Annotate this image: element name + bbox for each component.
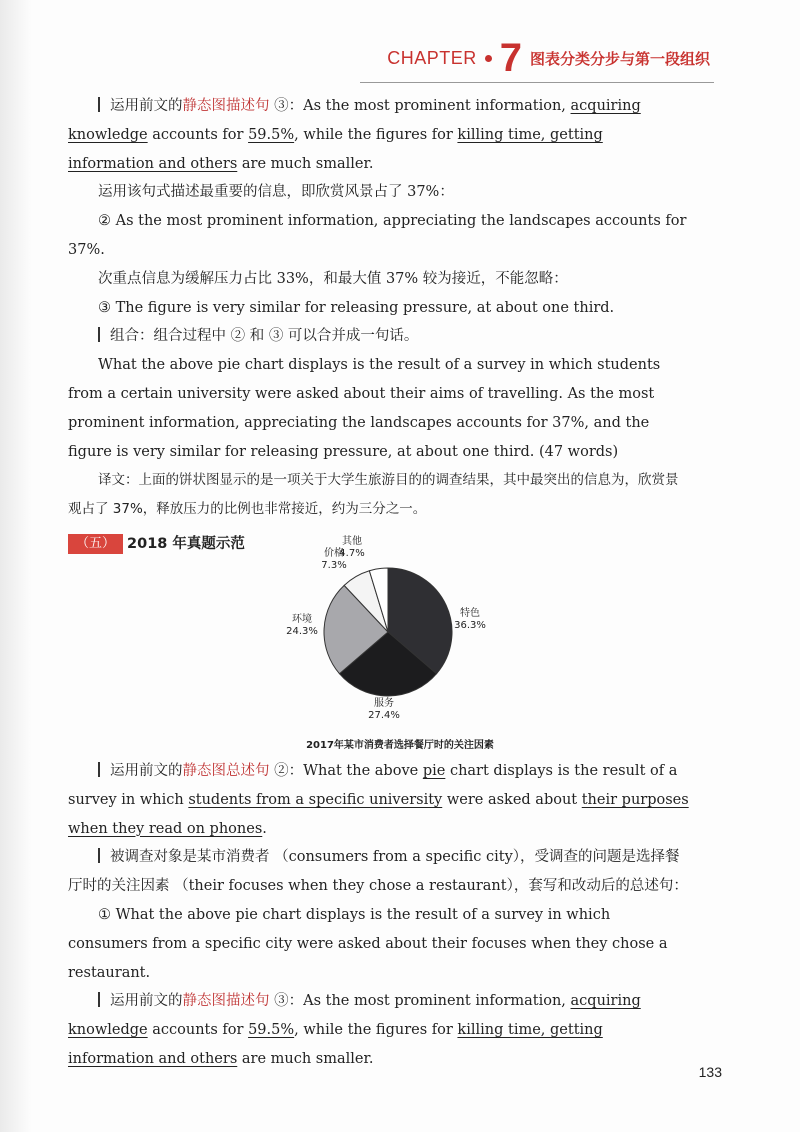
chapter-header (387, 38, 710, 78)
chapter-title: 图表分类分步与第一段组织 (529, 49, 710, 68)
highlight-term: 静态图总述句 (182, 763, 270, 779)
example-sentence-3: ③ The figure is very similar for releasing pressure, at about one third. (98, 299, 615, 316)
text: . (262, 820, 267, 837)
example-sentence-2: ② As the most prominent information, appreciating the landscapes accounts for 37%. (68, 213, 687, 258)
text: accounts for (147, 1022, 249, 1039)
example-sentence-desc (68, 987, 690, 1073)
underlined-term: their purposes when they read on phones (68, 791, 689, 837)
bullet-dot-icon (485, 55, 492, 62)
text: 被调查对象是某市消费者 （consumers from a specific city），受调查的问题是选择餐厅时的关注因素 （their focuses when they chose a restaurant），套写和改动后的总述句： (68, 849, 688, 895)
pie-label-feature (448, 608, 492, 632)
text: 运用前文的 (110, 993, 183, 1010)
translation: 译文：上面的饼状图显示的是一项关于大学生旅游目的的调查结果，其中最突出的信息为，欣赏景观占了 37%，释放压力的比例也非常接近，约为三分之一。 (68, 472, 679, 518)
bar-marker-icon (98, 327, 100, 342)
slice-name: 环境 (292, 614, 312, 625)
slice-value: 27.4% (368, 710, 400, 721)
slice-value: 4.7% (339, 548, 365, 559)
highlight-term: 静态图描述句 (182, 993, 270, 1010)
slice-name: 其他 (342, 536, 362, 547)
pie-label-environment (280, 614, 324, 638)
pie-label-price (314, 548, 354, 572)
text: ③：As the most prominent information, (269, 98, 571, 114)
text: 运用前文的 (110, 763, 183, 779)
text: accounts for (147, 126, 249, 143)
text: were asked about (442, 791, 582, 808)
block-1 (68, 92, 690, 559)
underlined-term: 59.5% (248, 1022, 295, 1039)
text: are much smaller. (237, 155, 374, 172)
text: 运用前文的 (110, 98, 183, 114)
chart-caption: 2017年某市消费者选择餐厅时的关注因素 (306, 740, 494, 751)
underlined-term: pie (422, 763, 446, 779)
underlined-term: 59.5% (248, 126, 295, 143)
slice-name: 特色 (460, 608, 480, 619)
slice-value: 36.3% (454, 620, 486, 631)
text: 组合：组合过程中 ② 和 ③ 可以合并成一句话。 (110, 328, 419, 345)
text: ③：As the most prominent information, (269, 993, 571, 1010)
slice-value: 7.3% (321, 560, 347, 571)
text: chart displays is the result of a survey in which (68, 763, 678, 808)
underlined-term: acquiring knowledge (68, 993, 641, 1039)
section-title: 2018 年真题示范 (127, 535, 245, 552)
text: are much smaller. (237, 1050, 374, 1067)
bar-marker-icon (98, 762, 100, 777)
section-tag: （五） (68, 534, 123, 554)
chapter-number: 7 (499, 36, 522, 80)
pie-chart-svg (230, 528, 570, 758)
slice-name: 价格 (324, 548, 344, 559)
instruction-line: 次重点信息为缓解压力占比 33%，和最大值 37% 较为接近，不能忽略： (98, 270, 568, 287)
slice-name: 服务 (374, 698, 394, 709)
chapter-label: CHAPTER (387, 47, 477, 68)
page-shadow (0, 0, 32, 1132)
combine-note (68, 322, 690, 351)
bar-marker-icon (98, 848, 100, 863)
text: , while the figures for (294, 1022, 458, 1039)
highlight-term: 静态图描述句 (182, 98, 270, 114)
bar-marker-icon (98, 97, 100, 112)
example-sentence-1 (68, 92, 690, 178)
block-2 (68, 757, 690, 1074)
example-sentence-overview (68, 757, 690, 843)
underlined-term: acquiring knowledge (68, 98, 641, 143)
underlined-term: killing time, getting information and others (68, 126, 603, 172)
rewritten-sentence: ① What the above pie chart displays is the result of a survey in which consumers from a specific city were asked about their focuses when they chose a restaurant. (68, 906, 668, 981)
slice-value: 24.3% (286, 626, 318, 637)
analysis-note (68, 843, 690, 901)
underlined-term: killing time, getting information and others (68, 1022, 603, 1067)
text: , while the figures for (294, 126, 458, 143)
sample-paragraph: What the above pie chart displays is the result of a survey in which students from a certain university were asked about their aims of travelling. As the most prominent information, appreciating the landscapes accounts for 37%, and the figure is very similar for releasing pressure, at about one third. (47 words) (68, 357, 661, 460)
instruction-line: 运用该句式描述最重要的信息，即欣赏风景占了 37%： (98, 184, 454, 201)
bar-marker-icon (98, 992, 100, 1007)
page-number: 133 (698, 1064, 722, 1080)
text: ②：What the above (269, 763, 423, 779)
underlined-term: students from a specific university (188, 791, 443, 808)
pie-label-service (362, 698, 406, 722)
header-divider (360, 82, 714, 83)
pie-chart (230, 528, 570, 758)
